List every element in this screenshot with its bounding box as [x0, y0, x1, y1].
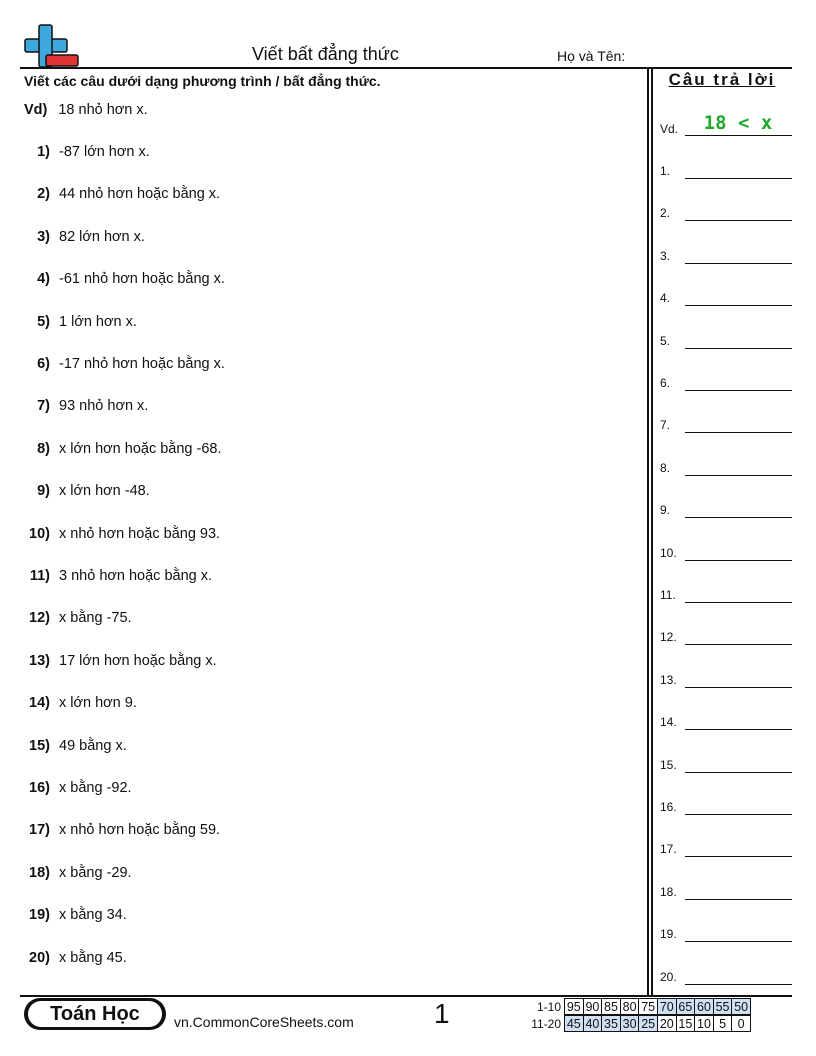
question-text: x bằng -29. — [59, 864, 132, 881]
answer-label: 3. — [660, 248, 671, 263]
answer-label: 16. — [660, 800, 677, 814]
score-cell: 50 — [732, 999, 751, 1015]
question-number: 20) — [29, 949, 50, 966]
score-cell: 60 — [695, 999, 714, 1015]
answer-label: 6. — [660, 376, 671, 390]
answer-heading: Câu trả lời — [668, 70, 776, 89]
answer-line[interactable] — [685, 432, 792, 433]
answer-column-divider — [647, 68, 649, 996]
score-cell: 80 — [620, 999, 639, 1015]
question-item — [20, 144, 150, 160]
answer-label: 13. — [660, 672, 677, 687]
question-text: x lớn hơn 9. — [59, 695, 137, 712]
answer-line[interactable] — [685, 814, 792, 815]
score-row — [564, 1015, 751, 1032]
answer-label: 10. — [660, 545, 677, 560]
question-item — [20, 314, 137, 330]
question-number: 14) — [29, 695, 50, 712]
score-cell: 15 — [676, 1016, 695, 1032]
question-number: 16) — [29, 780, 50, 796]
question-text: x bằng 45. — [59, 949, 127, 966]
question-number: 11) — [29, 568, 50, 584]
answer-line[interactable] — [685, 984, 792, 985]
answer-line[interactable] — [685, 348, 792, 349]
score-cell: 65 — [676, 999, 695, 1015]
answer-line[interactable] — [685, 729, 792, 730]
question-item — [20, 610, 132, 626]
score-cell: 5 — [713, 1016, 732, 1032]
answer-line[interactable] — [685, 687, 792, 688]
question-text: 82 lớn hơn x. — [59, 228, 145, 245]
question-text: x lớn hơn hoặc bằng -68. — [59, 440, 222, 457]
answer-label: 15. — [660, 757, 677, 772]
question-item — [20, 822, 220, 838]
question-number: 1) — [37, 144, 50, 160]
score-cell: 30 — [620, 1016, 639, 1032]
question-number: 19) — [29, 907, 50, 924]
score-cell: 75 — [639, 999, 658, 1015]
question-item — [20, 907, 127, 923]
answer-label: 2. — [660, 206, 671, 221]
score-cell: 20 — [657, 1016, 676, 1032]
example-answer-line — [685, 135, 792, 136]
answer-label: 12. — [660, 630, 677, 645]
question-number: 18) — [29, 864, 50, 881]
question-item — [20, 186, 220, 202]
page-number: 1 — [434, 998, 450, 1029]
question-number: 8) — [37, 440, 50, 457]
question-item — [20, 950, 127, 966]
question-number: 4) — [37, 271, 50, 288]
question-item — [20, 441, 222, 457]
answer-label: 17. — [660, 842, 677, 857]
question-item — [20, 229, 145, 245]
answer-label: 9. — [660, 503, 671, 518]
example-answer-label: Vd. — [660, 122, 679, 136]
question-item — [20, 526, 220, 542]
answer-line[interactable] — [685, 220, 792, 221]
example-label: Vd) — [24, 102, 48, 118]
score-cell: 40 — [583, 1016, 602, 1032]
footer-divider — [20, 995, 792, 997]
example-text: 18 nhỏ hơn x. — [58, 102, 148, 118]
question-item — [20, 738, 127, 754]
score-cell: 10 — [695, 1016, 714, 1032]
example-question — [20, 102, 148, 118]
question-item — [20, 695, 137, 711]
example-answer: 18 < x — [703, 112, 773, 134]
answer-line[interactable] — [685, 263, 792, 264]
question-number: 10) — [29, 525, 50, 542]
question-text: 44 nhỏ hơn hoặc bằng x. — [59, 186, 221, 203]
answer-label: 20. — [660, 969, 677, 984]
answer-line[interactable] — [685, 899, 792, 900]
answer-label: 14. — [660, 715, 677, 730]
answer-line[interactable] — [685, 644, 792, 645]
score-cell: 55 — [713, 999, 732, 1015]
answer-line[interactable] — [685, 560, 792, 561]
plus-minus-logo-icon — [24, 24, 80, 68]
question-item — [20, 653, 217, 669]
answer-line[interactable] — [685, 941, 792, 942]
question-text: 17 lớn hơn hoặc bằng x. — [59, 652, 217, 669]
answer-label: 5. — [660, 333, 671, 348]
score-cell: 45 — [565, 1016, 584, 1032]
question-item — [20, 356, 225, 372]
question-item — [20, 483, 150, 499]
question-text: 49 bằng x. — [59, 737, 127, 754]
question-number: 3) — [37, 228, 50, 245]
question-number: 6) — [37, 356, 50, 372]
question-number: 7) — [37, 398, 50, 415]
question-text: 3 nhỏ hơn hoặc bằng x. — [59, 568, 213, 584]
question-text: x nhỏ hơn hoặc bằng 59. — [59, 822, 221, 839]
question-text: -87 lớn hơn x. — [59, 144, 150, 160]
answer-column-divider — [651, 68, 653, 996]
site-url: vn.CommonCoreSheets.com — [174, 1014, 354, 1030]
score-cell: 85 — [602, 999, 621, 1015]
question-number: 5) — [37, 313, 50, 330]
score-row-label: 1-10 — [536, 999, 561, 1014]
question-text: 93 nhỏ hơn x. — [59, 398, 149, 415]
page-title: Viết bất đẳng thức — [252, 44, 399, 64]
question-text: -61 nhỏ hơn hoặc bằng x. — [59, 271, 225, 288]
question-text: x nhỏ hơn hoặc bằng 93. — [59, 525, 221, 542]
answer-label: 18. — [660, 884, 677, 899]
question-number: 13) — [29, 652, 50, 669]
score-cell: 0 — [732, 1016, 751, 1032]
answer-line[interactable] — [685, 856, 792, 857]
answer-line[interactable] — [685, 475, 792, 476]
question-item — [20, 398, 148, 414]
question-number: 2) — [37, 186, 50, 203]
name-label: Họ và Tên: — [557, 48, 626, 64]
question-text: x lớn hơn -48. — [59, 483, 150, 500]
answer-label: 7. — [660, 418, 671, 433]
question-text: x bằng -75. — [59, 610, 132, 627]
question-text: x bằng 34. — [59, 907, 127, 924]
answer-line[interactable] — [685, 602, 792, 603]
answer-label: 4. — [660, 291, 671, 306]
question-text: -17 nhỏ hơn hoặc bằng x. — [59, 356, 225, 372]
answer-line[interactable] — [685, 305, 792, 306]
header-divider — [20, 67, 792, 69]
question-number: 17) — [29, 822, 50, 839]
score-cell: 35 — [602, 1016, 621, 1032]
score-row-label: 11-20 — [531, 1016, 561, 1031]
brand-label: Toán Học — [28, 1001, 162, 1027]
answer-label: 19. — [660, 927, 677, 942]
question-item — [20, 568, 212, 584]
answer-label: 1. — [660, 164, 671, 178]
question-number: 12) — [29, 610, 50, 627]
score-row — [564, 998, 751, 1015]
question-text: 1 lớn hơn x. — [59, 313, 137, 330]
answer-line[interactable] — [685, 178, 792, 179]
question-item — [20, 865, 132, 881]
instructions: Viết các câu dưới dạng phương trình / bất đẳng thức. — [24, 73, 381, 89]
answer-line[interactable] — [685, 390, 792, 391]
answer-line[interactable] — [685, 772, 792, 773]
question-number: 15) — [29, 737, 50, 754]
score-cell: 95 — [565, 999, 584, 1015]
score-cell: 25 — [639, 1016, 658, 1032]
question-item — [20, 271, 225, 287]
answer-label: 11. — [660, 588, 676, 602]
brand-badge — [24, 998, 166, 1030]
score-cell: 70 — [657, 999, 676, 1015]
answer-label: 8. — [660, 460, 671, 475]
answer-line[interactable] — [685, 517, 792, 518]
score-key — [521, 998, 751, 1032]
score-cell: 90 — [583, 999, 602, 1015]
question-item — [20, 780, 132, 796]
question-text: x bằng -92. — [59, 780, 132, 796]
question-number: 9) — [37, 483, 50, 500]
